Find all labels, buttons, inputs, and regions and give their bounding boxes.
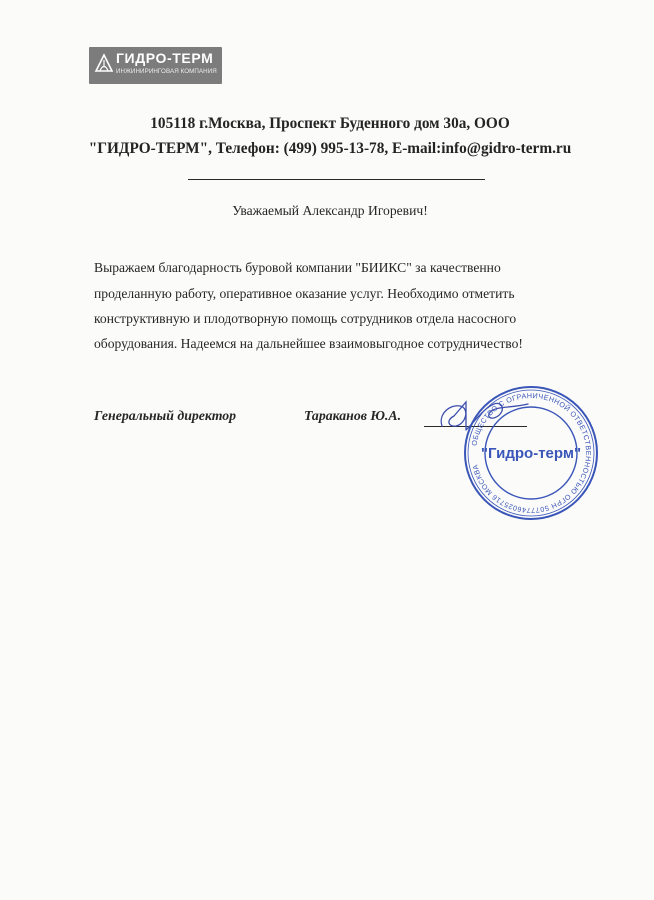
address-line-2: "ГИДРО-ТЕРМ", Телефон: (499) 995-13-78, E-mail:info@gidro-term.ru bbox=[88, 140, 572, 157]
stamp-center-text: "Гидро-терм" bbox=[480, 445, 582, 462]
body-line: оборудования. Надеемся на дальнейшее взаимовыгодное сотрудничество! bbox=[94, 336, 523, 351]
logo-emblem-icon bbox=[94, 53, 114, 75]
logo-subtitle: ИНЖИНИРИНГОВАЯ КОМПАНИЯ bbox=[116, 68, 217, 75]
salutation: Уважаемый Александр Игоревич! bbox=[232, 203, 428, 218]
company-stamp bbox=[458, 380, 604, 526]
signatory-name: Тараканов Ю.А. bbox=[304, 408, 402, 423]
stamp-ring-text: ОБЩЕСТВО С ОГРАНИЧЕННОЙ ОТВЕТСТВЕННОСТЬЮ ОГРН 5077746025716 МОСКВА bbox=[469, 390, 594, 516]
header-divider bbox=[188, 179, 485, 180]
body-line: конструктивную и плодотворную помощь сотрудников отдела насосного bbox=[94, 311, 517, 326]
signatory-title: Генеральный директор bbox=[94, 408, 237, 423]
address-line-1: 105118 г.Москва, Проспект Буденного дом 30а, ООО bbox=[150, 115, 510, 132]
company-logo bbox=[89, 47, 222, 84]
body-line: Выражаем благодарность буровой компании "БИИКС" за качественно bbox=[94, 260, 501, 275]
logo-name: ГИДРО-ТЕРМ bbox=[116, 50, 214, 66]
body-line: проделанную работу, оперативное оказание услуг. Необходимо отметить bbox=[94, 286, 515, 301]
